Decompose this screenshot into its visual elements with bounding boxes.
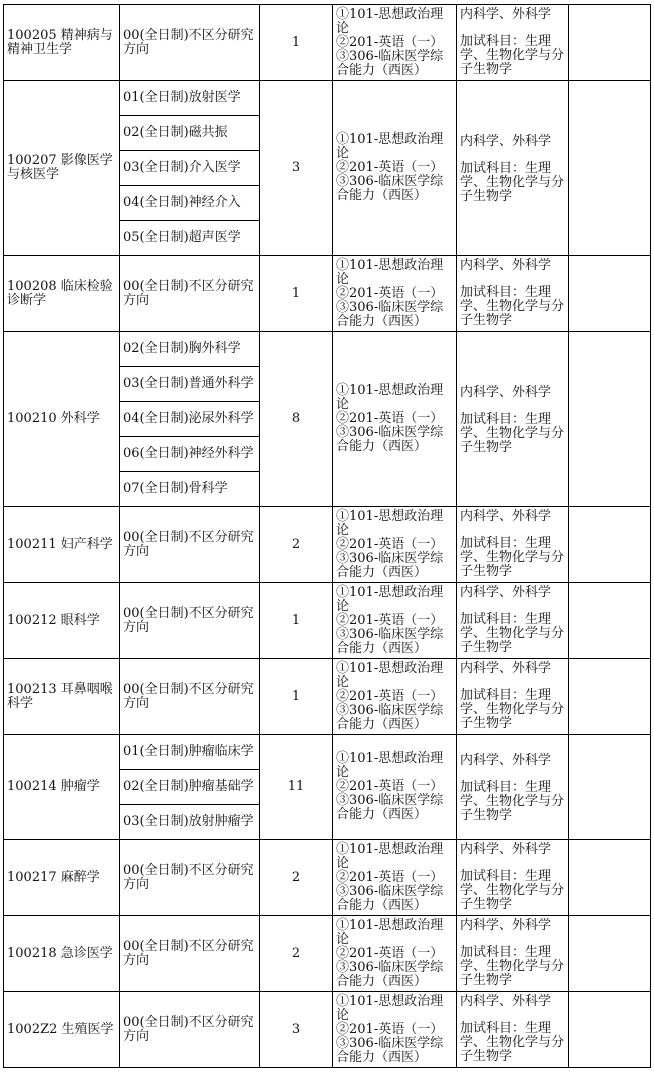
exam-subject-line: ②201-英语（一） [336,536,444,552]
direction-cell: 00(全日制)不区分研究方向 [120,992,260,1068]
exam-subject-line: ①101-思想政治理论 [336,584,444,614]
table-row [4,81,651,116]
retest-subject-line: 内科学、外科学 [460,384,552,400]
exam-subject-line: ②201-英语（一） [336,688,444,704]
major-cell: 100211 妇产科学 [4,507,120,583]
exam-subject-line: ①101-思想政治理论 [336,993,444,1023]
extra-subject-line: 加试科目：生理学、生物化学与分子生物学 [460,869,565,912]
retest-subject-line: 内科学、外科学 [460,752,552,768]
exam-subject-line: ③306-临床医学综合能力（西医） [336,883,444,913]
direction-cell: 01(全日制)放射医学 [120,81,260,116]
major-cell: 100218 急诊医学 [4,916,120,992]
direction-cell: 02(全日制)肿瘤基础学 [120,770,260,805]
retest-subjects-cell [457,916,569,992]
enrollment-count-cell: 11 [260,735,333,840]
exam-subjects-cell [333,256,457,332]
retest-subjects-cell [457,5,569,81]
major-cell: 100207 影像医学与核医学 [4,81,120,256]
enrollment-count-cell: 2 [260,840,333,916]
extra-subject-line: 加试科目：生理学、生物化学与分子生物学 [460,779,565,823]
table-row [4,332,651,367]
remarks-cell [569,840,651,916]
direction-cell: 07(全日制)骨科学 [120,472,260,507]
enrollment-count-cell: 1 [260,5,333,81]
extra-subject-line: 加试科目：生理学、生物化学与分子生物学 [460,160,565,204]
retest-subject-line: 内科学、外科学 [460,585,552,600]
extra-subject-line: 加试科目：生理学、生物化学与分子生物学 [460,612,565,655]
extra-subject-line: 加试科目：生理学、生物化学与分子生物学 [460,411,565,455]
exam-subject-line: ②201-英语（一） [336,34,444,50]
remarks-cell [569,735,651,840]
exam-subject-line: ③306-临床医学综合能力（西医） [336,299,444,329]
extra-subject-line: 加试科目：生理学、生物化学与分子生物学 [460,34,565,77]
remarks-cell [569,81,651,256]
direction-cell: 03(全日制)普通外科学 [120,367,260,402]
direction-cell: 04(全日制)神经介入 [120,186,260,221]
exam-subjects-cell [333,5,457,81]
exam-subject-line: ②201-英语（一） [336,869,444,885]
extra-subject-line: 加试科目：生理学、生物化学与分子生物学 [460,285,565,328]
extra-subject-line: 加试科目：生理学、生物化学与分子生物学 [460,1021,565,1064]
exam-subject-line: ②201-英语（一） [336,945,444,961]
direction-cell: 04(全日制)泌尿外科学 [120,402,260,437]
exam-subject-line: ①101-思想政治理论 [336,6,444,36]
table-row [4,256,651,332]
major-cell: 100212 眼科学 [4,583,120,659]
major-cell: 100208 临床检验诊断学 [4,256,120,332]
enrollment-count-cell: 1 [260,256,333,332]
direction-cell: 01(全日制)肿瘤临床学 [120,735,260,770]
table-row [4,735,651,770]
remarks-cell [569,332,651,507]
exam-subject-line: ③306-临床医学综合能力（西医） [336,793,444,822]
major-cell: 100210 外科学 [4,332,120,507]
exam-subject-line: ②201-英语（一） [336,160,444,175]
exam-subject-line: ③306-临床医学综合能力（西医） [336,702,444,732]
exam-subject-line: ③306-临床医学综合能力（西医） [336,425,444,454]
major-cell: 100217 麻醉学 [4,840,120,916]
extra-subject-line: 加试科目：生理学、生物化学与分子生物学 [460,688,565,731]
exam-subjects-cell [333,916,457,992]
direction-cell: 00(全日制)不区分研究方向 [120,840,260,916]
exam-subject-line: ③306-临床医学综合能力（西医） [336,48,444,78]
table-row [4,916,651,992]
table-row [4,840,651,916]
exam-subject-line: ①101-思想政治理论 [336,508,444,538]
exam-subject-line: ①101-思想政治理论 [336,132,444,161]
retest-subject-line: 内科学、外科学 [460,918,552,933]
retest-subjects-cell [457,256,569,332]
enrollment-count-cell: 1 [260,583,333,659]
direction-cell: 03(全日制)介入医学 [120,151,260,186]
exam-subjects-cell [333,507,457,583]
direction-cell: 02(全日制)胸外科学 [120,332,260,367]
extra-subject-line: 加试科目：生理学、生物化学与分子生物学 [460,945,565,988]
exam-subject-line: ②201-英语（一） [336,779,444,794]
retest-subjects-cell [457,659,569,735]
spacer [460,149,565,162]
direction-cell: 00(全日制)不区分研究方向 [120,583,260,659]
remarks-cell [569,507,651,583]
remarks-cell [569,5,651,81]
retest-subjects-cell [457,583,569,659]
enrollment-count-cell: 8 [260,332,333,507]
spacer [460,400,565,413]
extra-subject-line: 加试科目：生理学、生物化学与分子生物学 [460,536,565,579]
direction-cell: 00(全日制)不区分研究方向 [120,5,260,81]
exam-subject-line: ③306-临床医学综合能力（西医） [336,959,444,989]
retest-subject-line: 内科学、外科学 [460,994,552,1009]
table-row [4,659,651,735]
exam-subjects-cell [333,81,457,256]
direction-cell: 00(全日制)不区分研究方向 [120,659,260,735]
exam-subject-line: ③306-临床医学综合能力（西医） [336,626,444,656]
major-cell: 100213 耳鼻咽喉科学 [4,659,120,735]
table-row [4,507,651,583]
exam-subject-line: ③306-临床医学综合能力（西医） [336,1035,444,1065]
retest-subject-line: 内科学、外科学 [460,133,552,149]
exam-subjects-cell [333,992,457,1068]
spacer [460,768,565,781]
retest-subject-line: 内科学、外科学 [460,842,552,857]
retest-subjects-cell [457,735,569,840]
exam-subject-line: ①101-思想政治理论 [336,751,444,780]
exam-subject-line: ③306-临床医学综合能力（西医） [336,550,444,580]
exam-subjects-cell [333,840,457,916]
retest-subjects-cell [457,840,569,916]
direction-cell: 03(全日制)放射肿瘤学 [120,805,260,840]
table-body [4,5,651,1068]
remarks-cell [569,583,651,659]
enrollment-count-cell: 2 [260,507,333,583]
major-cell: 1002Z2 生殖医学 [4,992,120,1068]
direction-cell: 02(全日制)磁共振 [120,116,260,151]
retest-subjects-cell [457,81,569,256]
direction-cell: 00(全日制)不区分研究方向 [120,256,260,332]
remarks-cell [569,916,651,992]
remarks-cell [569,256,651,332]
exam-subject-line: ①101-思想政治理论 [336,257,444,287]
retest-subjects-cell [457,332,569,507]
exam-subject-line: ①101-思想政治理论 [336,383,444,412]
table-row [4,583,651,659]
enrollment-count-cell: 1 [260,659,333,735]
direction-cell: 06(全日制)神经外科学 [120,437,260,472]
direction-cell: 00(全日制)不区分研究方向 [120,507,260,583]
exam-subjects-cell [333,735,457,840]
retest-subject-line: 内科学、外科学 [460,661,552,676]
remarks-cell [569,992,651,1068]
direction-cell: 05(全日制)超声医学 [120,221,260,256]
exam-subjects-cell [333,659,457,735]
retest-subjects-cell [457,992,569,1068]
table-row [4,992,651,1068]
remarks-cell [569,659,651,735]
exam-subject-line: ①101-思想政治理论 [336,841,444,871]
retest-subjects-cell [457,507,569,583]
exam-subjects-cell [333,583,457,659]
table-row [4,5,651,81]
exam-subject-line: ②201-英语（一） [336,1021,444,1037]
major-cell: 100205 精神病与精神卫生学 [4,5,120,81]
exam-subject-line: ②201-英语（一） [336,612,444,628]
enrollment-count-cell: 3 [260,81,333,256]
exam-subjects-cell [333,332,457,507]
retest-subject-line: 内科学、外科学 [460,258,552,273]
exam-subject-line: ③306-临床医学综合能力（西医） [336,174,444,203]
exam-subject-line: ②201-英语（一） [336,411,444,426]
enrollment-count-cell: 3 [260,992,333,1068]
enrollment-count-cell: 2 [260,916,333,992]
exam-subject-line: ①101-思想政治理论 [336,917,444,947]
retest-subject-line: 内科学、外科学 [460,7,552,22]
direction-cell: 00(全日制)不区分研究方向 [120,916,260,992]
exam-subject-line: ②201-英语（一） [336,285,444,301]
retest-subject-line: 内科学、外科学 [460,509,552,524]
major-cell: 100214 肿瘤学 [4,735,120,840]
exam-subject-line: ①101-思想政治理论 [336,660,444,690]
admissions-table [3,4,651,1068]
